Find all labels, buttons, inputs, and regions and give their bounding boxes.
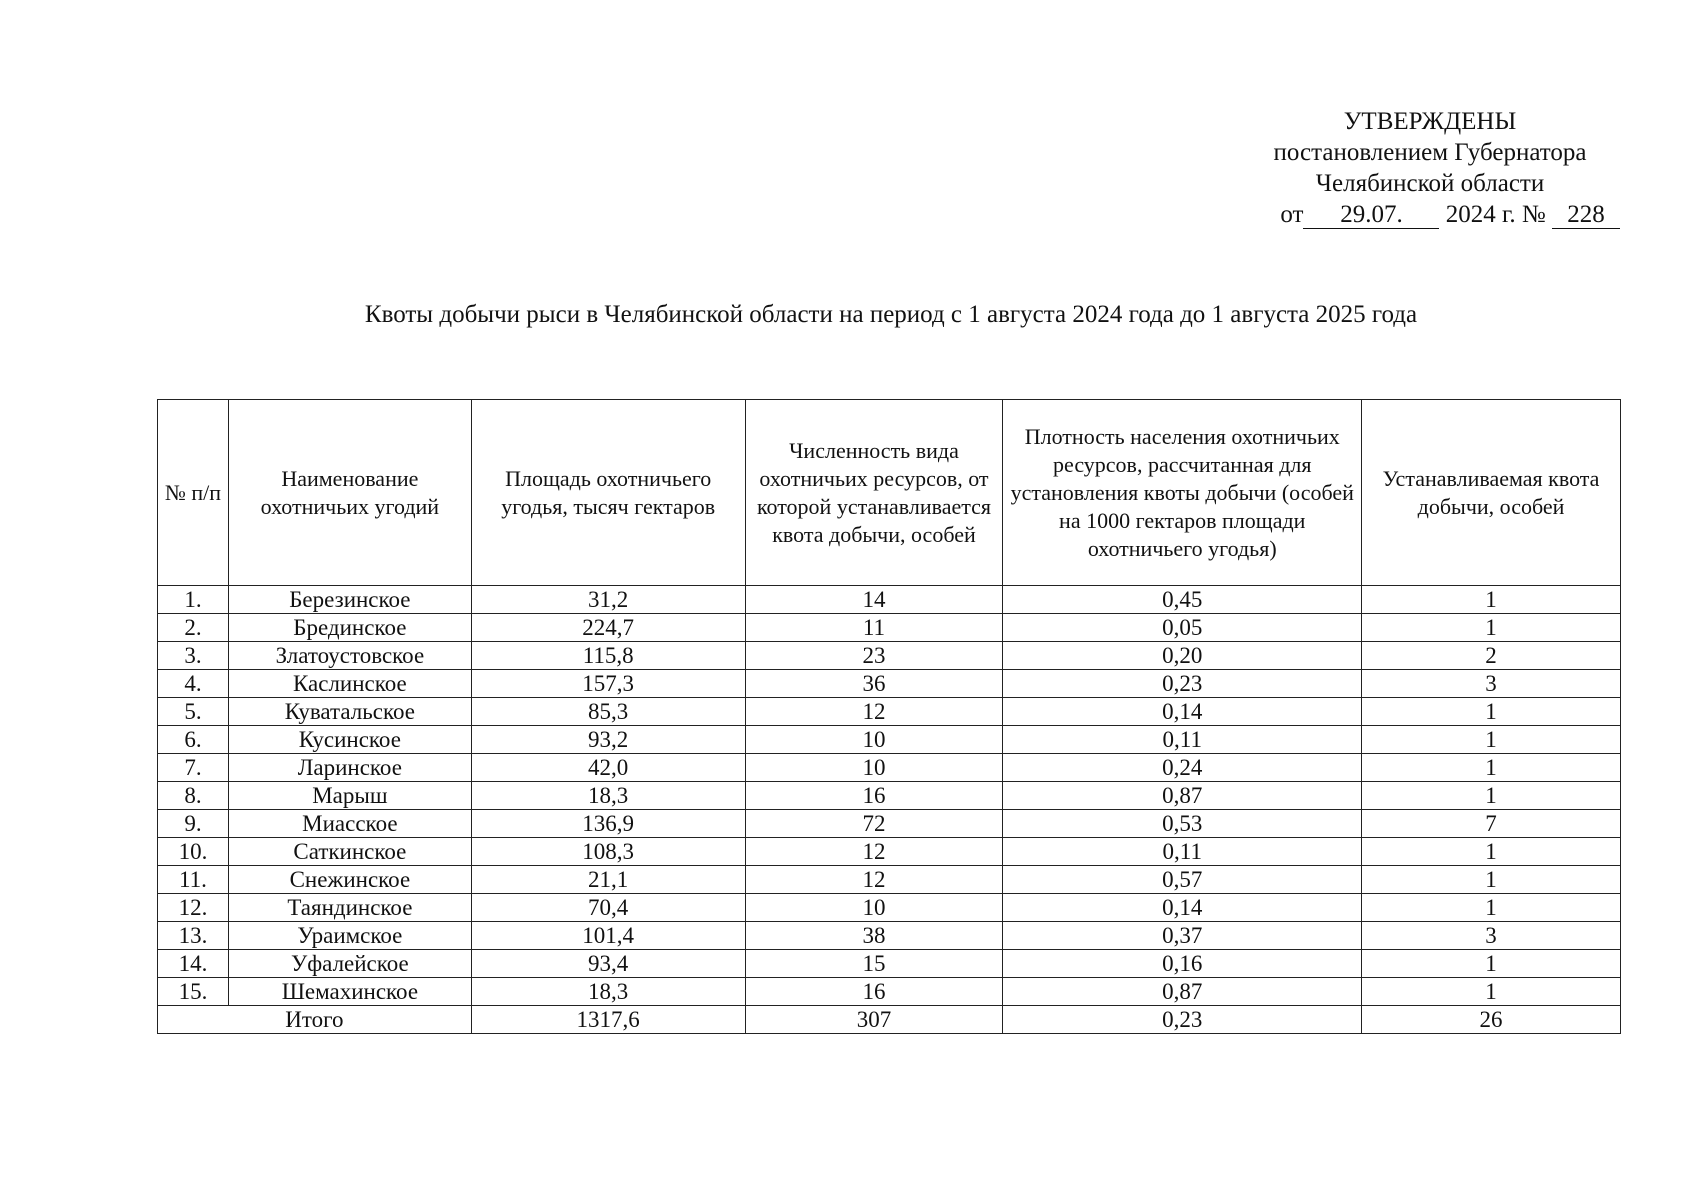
cell-area: 93,2	[471, 726, 745, 754]
cell-quota: 1	[1362, 754, 1621, 782]
cell-name: Саткинское	[228, 838, 471, 866]
cell-quota: 3	[1362, 670, 1621, 698]
table-row	[158, 978, 1621, 1006]
cell-area: 31,2	[471, 586, 745, 614]
cell-name: Марыш	[228, 782, 471, 810]
approval-line-1: постановлением Губернатора	[1273, 139, 1587, 166]
cell-num: 12.	[158, 894, 229, 922]
cell-name: Миасское	[228, 810, 471, 838]
cell-quota: 1	[1362, 614, 1621, 642]
cell-density: 0,45	[1003, 586, 1362, 614]
table-row	[158, 670, 1621, 698]
cell-num: 11.	[158, 866, 229, 894]
cell-quota: 1	[1362, 698, 1621, 726]
cell-name: Шемахинское	[228, 978, 471, 1006]
cell-count: 12	[745, 866, 1003, 894]
cell-density: 0,87	[1003, 978, 1362, 1006]
cell-num: 1.	[158, 586, 229, 614]
cell-num: 4.	[158, 670, 229, 698]
cell-quota: 1	[1362, 866, 1621, 894]
cell-name: Златоустовское	[228, 642, 471, 670]
cell-density: 0,20	[1003, 642, 1362, 670]
cell-name: Таяндинское	[228, 894, 471, 922]
table-row	[158, 782, 1621, 810]
cell-area: 157,3	[471, 670, 745, 698]
cell-name: Брединское	[228, 614, 471, 642]
cell-num: 14.	[158, 950, 229, 978]
header-count: Численность вида охотничьих ресурсов, от которой устанавливается квота добычи, особей	[745, 400, 1003, 586]
approval-date-line	[1240, 199, 1620, 230]
cell-count: 10	[745, 894, 1003, 922]
cell-density: 0,37	[1003, 922, 1362, 950]
cell-quota: 1	[1362, 586, 1621, 614]
cell-name: Каслинское	[228, 670, 471, 698]
document-title: Квоты добычи рыси в Челябинской области на период с 1 августа 2024 года до 1 августа 2025 года	[364, 301, 1418, 328]
cell-count: 16	[745, 782, 1003, 810]
cell-count: 12	[745, 838, 1003, 866]
total-label: Итого	[158, 1006, 472, 1034]
table-row	[158, 950, 1621, 978]
approval-from-prefix: от	[1280, 201, 1304, 228]
cell-count: 36	[745, 670, 1003, 698]
cell-count: 72	[745, 810, 1003, 838]
table-row	[158, 922, 1621, 950]
cell-area: 93,4	[471, 950, 745, 978]
cell-density: 0,87	[1003, 782, 1362, 810]
cell-count: 11	[745, 614, 1003, 642]
table-row	[158, 642, 1621, 670]
cell-density: 0,57	[1003, 866, 1362, 894]
cell-name: Ураимское	[228, 922, 471, 950]
cell-quota: 1	[1362, 894, 1621, 922]
cell-count: 12	[745, 698, 1003, 726]
cell-count: 23	[745, 642, 1003, 670]
table-body	[158, 586, 1621, 1034]
cell-num: 8.	[158, 782, 229, 810]
cell-density: 0,53	[1003, 810, 1362, 838]
cell-quota: 1	[1362, 838, 1621, 866]
table-row	[158, 894, 1621, 922]
cell-quota: 1	[1362, 950, 1621, 978]
header-area: Площадь охотничьего угодья, тысяч гектаров	[471, 400, 745, 586]
cell-count: 16	[745, 978, 1003, 1006]
approval-date: 29.07.	[1303, 201, 1439, 229]
cell-quota: 7	[1362, 810, 1621, 838]
cell-count: 14	[745, 586, 1003, 614]
cell-count: 38	[745, 922, 1003, 950]
cell-name: Снежинское	[228, 866, 471, 894]
cell-density: 0,11	[1003, 838, 1362, 866]
total-area: 1317,6	[471, 1006, 745, 1034]
cell-count: 10	[745, 754, 1003, 782]
quota-table	[157, 399, 1621, 1034]
table-row	[158, 586, 1621, 614]
cell-quota: 1	[1362, 726, 1621, 754]
table-row	[158, 726, 1621, 754]
cell-num: 15.	[158, 978, 229, 1006]
cell-area: 42,0	[471, 754, 745, 782]
cell-density: 0,05	[1003, 614, 1362, 642]
cell-num: 9.	[158, 810, 229, 838]
table-row	[158, 754, 1621, 782]
table-row	[158, 838, 1621, 866]
cell-count: 15	[745, 950, 1003, 978]
table-row	[158, 614, 1621, 642]
cell-num: 2.	[158, 614, 229, 642]
table-row	[158, 810, 1621, 838]
cell-area: 115,8	[471, 642, 745, 670]
header-quota: Устанавливаемая квота добычи, особей	[1362, 400, 1621, 586]
table-header-row	[158, 400, 1621, 586]
total-density: 0,23	[1003, 1006, 1362, 1034]
table-row	[158, 866, 1621, 894]
cell-area: 70,4	[471, 894, 745, 922]
cell-density: 0,16	[1003, 950, 1362, 978]
total-quota: 26	[1362, 1006, 1621, 1034]
cell-name: Кусинское	[228, 726, 471, 754]
header-num: № п/п	[158, 400, 229, 586]
cell-name: Уфалейское	[228, 950, 471, 978]
cell-area: 101,4	[471, 922, 745, 950]
cell-quota: 1	[1362, 782, 1621, 810]
cell-num: 5.	[158, 698, 229, 726]
cell-num: 6.	[158, 726, 229, 754]
header-name: Наименование охотничьих угодий	[228, 400, 471, 586]
cell-num: 10.	[158, 838, 229, 866]
cell-num: 13.	[158, 922, 229, 950]
cell-num: 3.	[158, 642, 229, 670]
cell-quota: 3	[1362, 922, 1621, 950]
approval-number: 228	[1552, 201, 1620, 229]
cell-count: 10	[745, 726, 1003, 754]
cell-density: 0,24	[1003, 754, 1362, 782]
table-row	[158, 698, 1621, 726]
table-total-row	[158, 1006, 1621, 1034]
cell-area: 18,3	[471, 782, 745, 810]
cell-quota: 2	[1362, 642, 1621, 670]
cell-area: 136,9	[471, 810, 745, 838]
approval-block	[1240, 106, 1620, 230]
cell-density: 0,14	[1003, 894, 1362, 922]
cell-area: 85,3	[471, 698, 745, 726]
approval-year-text: 2024 г. №	[1445, 201, 1546, 228]
header-density: Плотность населения охотничьих ресурсов, рассчитанная для установления квоты добычи (особей на 1000 гектаров площади охотничьего угодья)	[1003, 400, 1362, 586]
approval-heading: УТВЕРЖДЕНЫ	[1343, 108, 1517, 135]
cell-area: 21,1	[471, 866, 745, 894]
cell-density: 0,11	[1003, 726, 1362, 754]
cell-quota: 1	[1362, 978, 1621, 1006]
cell-area: 108,3	[471, 838, 745, 866]
cell-density: 0,23	[1003, 670, 1362, 698]
cell-density: 0,14	[1003, 698, 1362, 726]
approval-line-2: Челябинской области	[1315, 170, 1545, 197]
cell-area: 224,7	[471, 614, 745, 642]
cell-name: Куватальское	[228, 698, 471, 726]
cell-name: Ларинское	[228, 754, 471, 782]
cell-name: Березинское	[228, 586, 471, 614]
cell-num: 7.	[158, 754, 229, 782]
total-count: 307	[745, 1006, 1003, 1034]
cell-area: 18,3	[471, 978, 745, 1006]
